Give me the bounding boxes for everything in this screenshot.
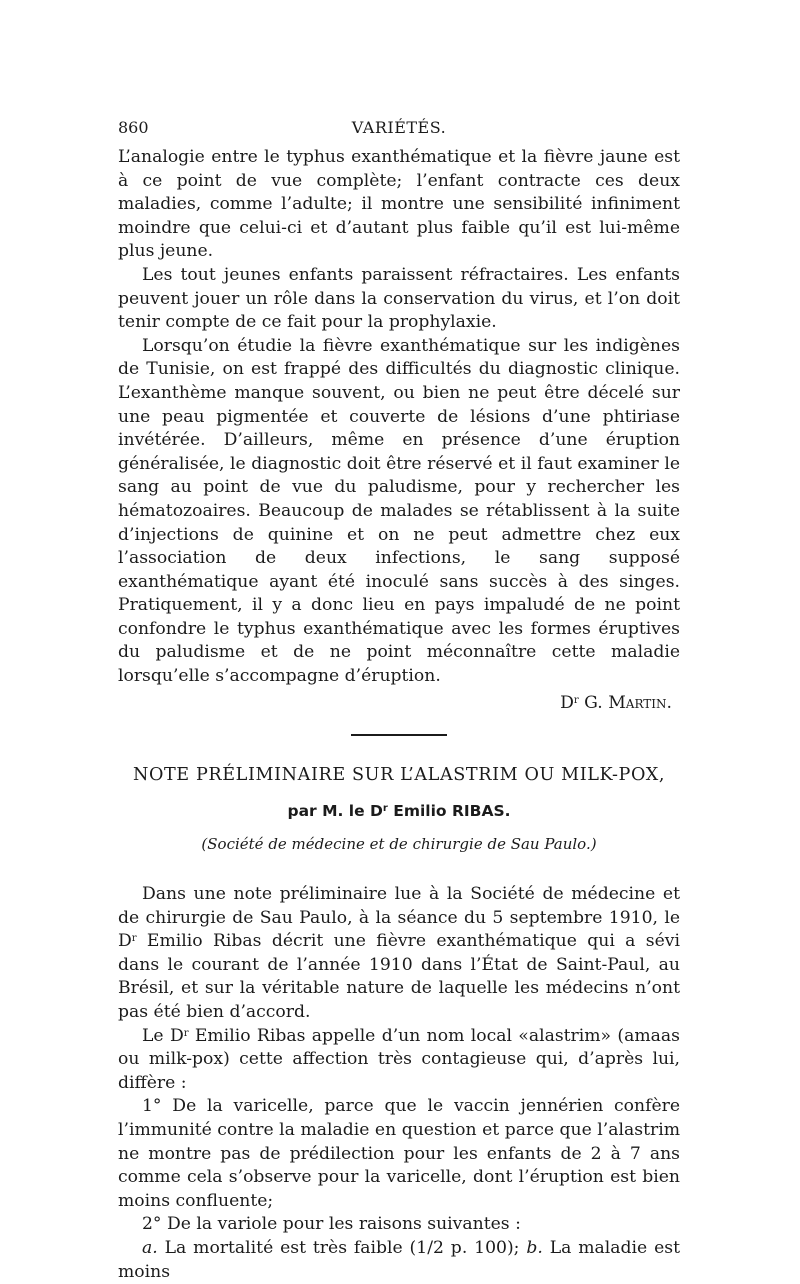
paragraph-1: L’analogie entre le typhus exanthématique et la fièvre jaune est à ce point de vue complète; l’enfant contracte ces deux maladies, comme l’adulte; il montre une sensibilité infiniment moindre que celui-ci et d’autant plus faible qu’il est lui-même plus jeune. (118, 147, 680, 262)
page-number: 860 (118, 118, 149, 137)
article-byline: par M. le $D^r$ Emilio RIBAS. (287, 801, 511, 820)
article-society: (Société de médecine et de chirurgie de Sau Paulo.) (201, 835, 597, 854)
list-item-3: a. La mortalité est très faible (1/2 p. 100); b. La maladie est moins (118, 1237, 680, 1282)
page-header (118, 116, 680, 142)
paragraph-3: Lorsqu’on étudie la fièvre exanthématique sur les indigènes de Tunisie, on est frappé des difficultés du diagnostic clinique. L’exanthème manque souvent, ou bien ne peut être décelé sur une peau pigmentée et couverte de lésions d’une phtiriase invétérée. D’ailleurs, même en présence d’une éruption généralisée, le diagnostic doit être réservé et il faut examiner le sang au point de vue du paludisme, pour y rechercher les hématozoaires. Beaucoup de malades se rétablissent à la suite d’injections de quinine et on ne peut admettre chez eux l’association de deux infections, le sang supposé exanthématique ayant été inoculé sans succès à des singes. Pratiquement, il y a donc lieu en pays impaludé de ne point confondre le typhus exanthématique avec les formes éruptives du paludisme et de ne point méconnaître cette maladie lorsqu’elle s’accompagne d’éruption. (118, 335, 680, 687)
section-divider (351, 734, 447, 736)
article-paragraph-1: Dans une note préliminaire lue à la Société de médecine et de chirurgie de Sau Paulo, à la séance du 5 septembre 1910, le $D^r$ Emilio Ribas décrit une fièvre exanthématique qui a sévi dans le courant de l’année 1910 dans l’État de Saint-Paul, au Brésil, et sur la véritable nature de laquelle les médecins n’ont pas été bien d’accord. (118, 884, 680, 1022)
paragraph-2: Les tout jeunes enfants paraissent réfractaires. Les enfants peuvent jouer un rôle dans la conservation du virus, et l’on doit tenir compte de ce fait pour la prophylaxie. (118, 264, 680, 333)
signature: $D^r$ G. Martin. (560, 692, 672, 713)
list-item-2: 2° De la variole pour les raisons suivantes : (142, 1214, 521, 1235)
page (118, 116, 680, 1284)
article-title: NOTE PRÉLIMINAIRE SUR L’ALASTRIM OU MILK-POX, (132, 765, 666, 786)
article-paragraph-2: Le $D^r$ Emilio Ribas appelle d’un nom local «alastrim» (amaas ou milk-pox) cette affection très contagieuse qui, d’après lui, diffère : (118, 1025, 680, 1093)
running-head: VARIÉTÉS. (351, 118, 447, 137)
list-item-1: 1° De la varicelle, parce que le vaccin jennérien confère l’immunité contre la maladie en question et parce que l’alastrim ne montre pas de prédilection pour les enfants de 2 à 7 ans comme cela s’observe pour la varicelle, dont l’éruption est bien moins confluente; (118, 1096, 680, 1211)
